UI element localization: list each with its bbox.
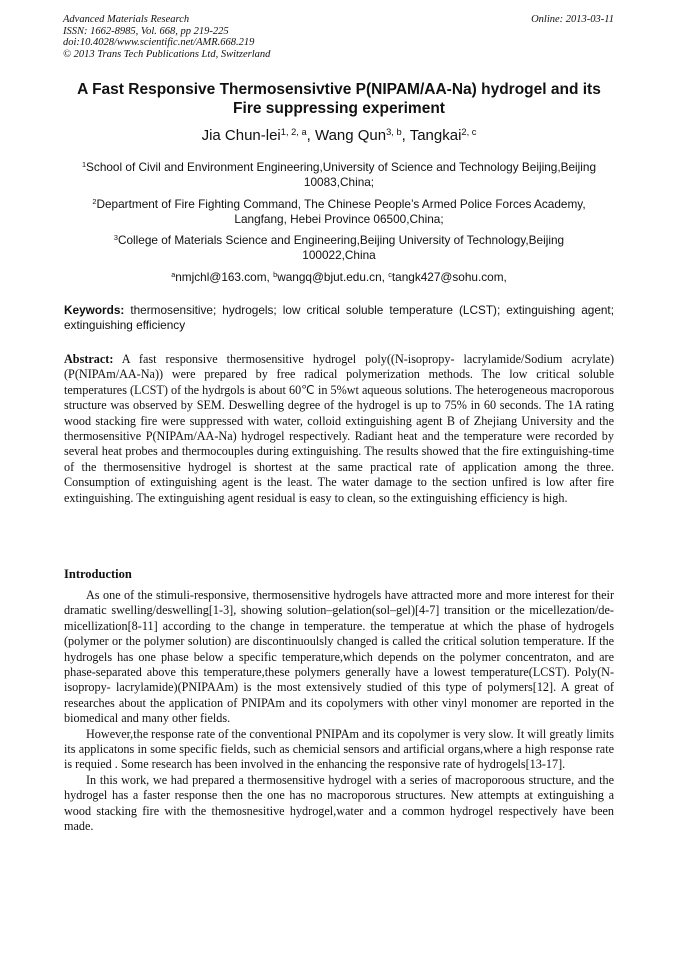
affiliation-3 [60, 233, 618, 263]
title-line: A Fast Responsive Thermosensivtive P(NIPAM/AA-Na) hydrogel and its [77, 81, 601, 98]
email-address: wangq@bjut.edu.cn, [277, 270, 389, 284]
email-address: tangk427@sohu.com, [391, 270, 507, 284]
affiliation-text: Langfang, Hebei Province 06500,China; [234, 212, 444, 226]
author-emails [60, 270, 618, 285]
author-name: Jia Chun-lei [201, 127, 281, 144]
paper-title [60, 81, 618, 118]
journal-header [63, 14, 423, 60]
intro-paragraph: As one of the stimuli-responsive, thermosensitive hydrogels have attracted more and more interest for their dramatic swelling/deswelling[1-3], showing solution–gelation(sol–gel)[4-7] transition or the micellezation/de- micellization[8-11] according to the change in temperature. the temperatue at which the phase of hydrogels (polymer or the polymer solution) are discontinuoulsly changed is called the critical solution temperature. If the hydrogels has one phase below a specific temperature,which depends on the polymer concentraton, and are phase-separated above this temperature,these polymers generally have a lowest temperature(LCST). Poly(N-isopropy- lacrylamide)(PNIPAAm) is the most extensively studied of this type of polymers[12]. A great of researches about the application of PNIPAm and its copolymers with other vinyl monomer are reported in the biomedical and many other fields. [64, 588, 614, 726]
author-affiliation-marker: 3, b [386, 126, 402, 137]
journal-copyright: © 2013 Trans Tech Publications Ltd, Switzerland [63, 48, 271, 60]
abstract [64, 352, 614, 506]
author-separator: , [306, 127, 315, 144]
email-marker: b [273, 269, 278, 279]
email-marker: c [388, 269, 392, 279]
affiliation-text: 100022,China [302, 248, 376, 262]
intro-paragraph: In this work, we had prepared a thermosensitive hydrogel with a series of macroporoous structure, and the hydrogel has a faster response then the one has no macroporous structures. New attempts at extinguishing a wood stacking fire with the themosnesitive hydrogel,water and a common hydrogel respectively have been made. [64, 772, 614, 834]
author-name: Wang Qun [314, 127, 387, 144]
affiliation-text: College of Materials Science and Engineering,Beijing University of Technology,Beijing [117, 233, 565, 247]
introduction-body [64, 588, 614, 835]
affiliation-number: 2 [92, 196, 97, 206]
intro-paragraph: However,the response rate of the conventional PNIPAm and its copolymer is very slow. It will greatly limits its applicatons in some specific fields, such as chemicial sensors and artificial organs,where a high response rate is requied . Some research has been involved in the enhancing the responsive rate of hydrogels[13-17]. [64, 726, 614, 772]
journal-issn: ISSN: 1662-8985, Vol. 668, pp 219-225 [63, 25, 229, 37]
affiliation-text: School of Civil and Environment Engineering,University of Science and Technology Beijing,Beijing [86, 160, 597, 174]
title-line: Fire suppressing experiment [233, 99, 445, 117]
affiliation-text: 10083,China; [303, 175, 375, 189]
author-affiliation-marker: 1, 2, a [280, 126, 307, 137]
affiliation-2 [60, 197, 618, 227]
author-separator: , [401, 127, 410, 144]
affiliation-number: 1 [81, 159, 87, 169]
email-marker: a [171, 269, 176, 279]
author-name: Tangkai [409, 127, 462, 144]
affiliation-1 [60, 160, 618, 190]
journal-name: Advanced Materials Research [63, 14, 190, 25]
affiliation-text: Department of Fire Fighting Command, The Chinese People’s Armed Police Forces Academy, [96, 197, 586, 211]
abstract-label: Abstract: [64, 352, 114, 366]
journal-doi: doi:10.4028/www.scientific.net/AMR.668.219 [63, 37, 255, 48]
keywords [64, 303, 614, 333]
author-affiliation-marker: 2, c [461, 126, 477, 137]
section-heading-introduction: Introduction [64, 567, 132, 581]
affiliation-number: 3 [113, 232, 118, 242]
abstract-text: A fast responsive thermosensitive hydrogel poly((N-isopropy- lacrylamide/Sodium acrylate) (P(NIPAm/AA-Na)) were prepared by free radical polymerization methods. The low critical soluble temperatures (LCST) of the hydrgols is about 60℃ in 5%wt aqueous solutions. The heterogeneous macroporous structure was observed by SEM. Deswelling degree of the hydrogel is up to 75% in 60 seconds. The 1A rating wood stacking fire were suppressed with water, colloid extinguishing agent B of Zhejiang University and the thermosensitive P(NIPAm/AA-Na) hydrogel respectively. Radiant heat and the temperature were recorded by several heat probes and thermocouples during extinguishing. The results showed that the fire extinguishing-time of the thermosensitive hydrogel is shortest at the same practical rate of application among the three. Consumption of extinguishing agent is the least. The water damage to the section unfired is low after fire extinguishing. The extinguishing agent residual is easy to clean, so the extinguishing efficiency is high. [64, 352, 614, 505]
keywords-text: thermosensitive; hydrogels; low critical soluble temperature (LCST); extinguishing agent; extinguishing efficiency [64, 303, 614, 332]
online-date: Online: 2013-03-11 [531, 14, 614, 25]
author-list [60, 127, 618, 145]
keywords-label: Keywords: [64, 303, 125, 317]
email-address: nmjchl@163.com, [175, 270, 274, 284]
